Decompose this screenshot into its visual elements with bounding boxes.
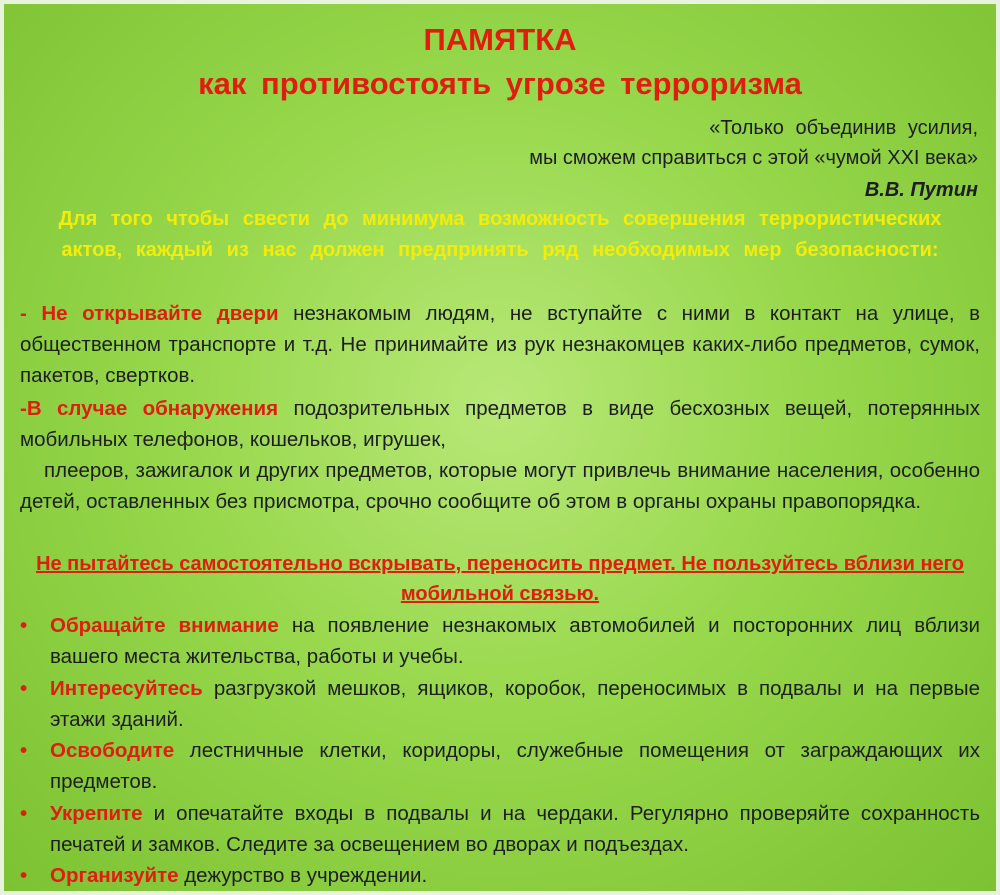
bullet-icon: •: [20, 802, 28, 825]
paragraph-highlight: Не открывайте двери: [41, 302, 279, 325]
bullet-highlight: Организуйте: [50, 864, 179, 887]
quote-author: В.В. Путин: [864, 179, 978, 201]
bullet-text: разгрузкой мешков, ящиков, коробок, переносимых в подвалы и на первые этажи зданий.: [50, 677, 980, 731]
bullet-highlight: Интересуйтесь: [50, 677, 203, 700]
quote-line-2: мы сможем справиться с этой «чумой XXI века»: [529, 147, 978, 169]
dash-marker: -: [20, 397, 27, 420]
bullet-text: и опечатайте входы в подвалы и на чердаки. Регулярно проверяйте сохранность печатей и замков. Следите за освещением во дворах и подъездах.: [50, 802, 980, 856]
bullet-text: лестничные клетки, коридоры, служебные помещения от заграждающих их предметов.: [50, 739, 980, 793]
paragraph-do-not-open-doors: [20, 298, 980, 391]
bullet-item: [20, 860, 980, 891]
warning-text: Не пытайтесь самостоятельно вскрывать, переносить предмет. Не пользуйтесь вблизи него мобильной связью.: [36, 553, 964, 605]
page-subtitle: как противостоять угрозе терроризма: [198, 66, 802, 101]
bullet-icon: •: [20, 739, 28, 762]
dash-marker: -: [20, 302, 27, 325]
page-title: ПАМЯТКА: [423, 22, 577, 57]
paragraph-text: незнакомым людям, не вступайте с ними в контакт на улице, в общественном транспорте и т.д. Не принимайте из рук незнакомцев каких-либо предметов, сумок, пакетов, свертков.: [20, 302, 980, 387]
bullet-icon: •: [20, 614, 28, 637]
quote-line-1: «Только объединив усилия,: [709, 117, 978, 139]
bullet-item: [20, 798, 980, 860]
bullet-item: [20, 610, 980, 672]
paragraph-highlight: В случае обнаружения: [26, 397, 279, 420]
bullet-icon: •: [20, 864, 28, 887]
bullet-highlight: Освободите: [50, 739, 175, 762]
paragraph-text: плееров, зажигалок и других предметов, которые могут привлечь внимание населения, особенно детей, оставленных без присмотра, срочно сообщите об этом в органы охраны правопорядка.: [20, 459, 980, 513]
bullet-item: [20, 735, 980, 797]
paragraph-text: подозрительных предметов в виде бесхозных вещей, потерянных мобильных телефонов, кошельков, игрушек,: [20, 397, 981, 451]
bullet-item: [20, 673, 980, 735]
bullet-icon: •: [20, 677, 28, 700]
intro-text: Для того чтобы свести до минимума возможность совершения террористических актов, каждый из нас должен предпринять ряд необходимых мер безопасности:: [58, 208, 942, 261]
paragraph-report-to-authorities: [20, 455, 980, 517]
bullet-text: на появление незнакомых автомобилей и посторонних лиц вблизи вашего места жительства, работы и учебы.: [50, 614, 980, 668]
bullet-highlight: Укрепите: [50, 802, 143, 825]
paragraph-in-case-of-detection: [20, 393, 980, 455]
bullet-highlight: Обращайте внимание: [50, 614, 279, 637]
bullet-text: дежурство в учреждении.: [178, 864, 428, 887]
